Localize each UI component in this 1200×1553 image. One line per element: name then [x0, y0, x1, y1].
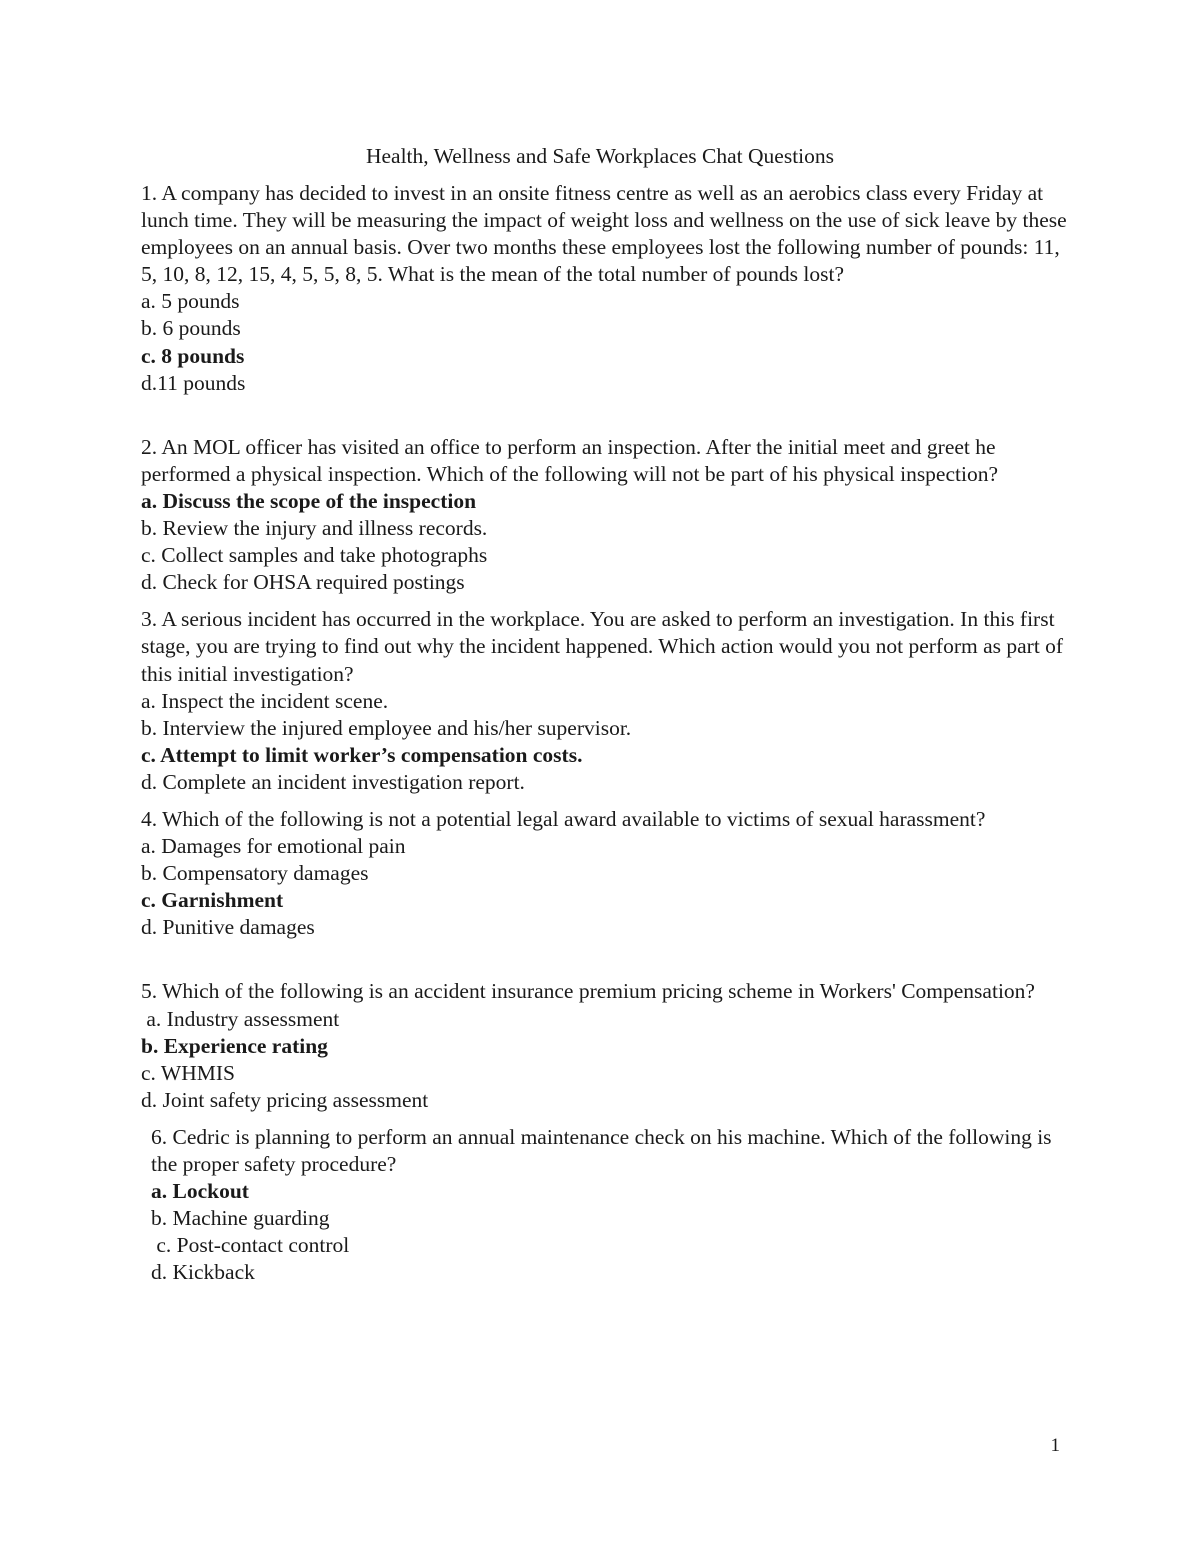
correct-answer-option: b. Experience rating: [141, 1033, 328, 1058]
answer-option: c. Post-contact control: [151, 1233, 350, 1258]
correct-answer-option: a. Discuss the scope of the inspection: [141, 488, 477, 513]
answer-option: d. Complete an incident investigation report.: [141, 769, 525, 794]
question-6: [141, 1124, 1071, 1287]
answer-option: d. Punitive damages: [141, 915, 315, 940]
correct-answer-option: c. Attempt to limit worker’s compensation costs.: [141, 742, 583, 767]
question-1: [141, 180, 1071, 397]
question-list: [141, 180, 1071, 1296]
question-2: [141, 434, 1071, 597]
page-number: 1: [1050, 1435, 1060, 1456]
question-text: 1. A company has decided to invest in an onsite fitness centre as well as an aerobics class every Friday at lunch time. They will be measuring the impact of weight loss and wellness on the use of sick leave by these employees on an annual basis. Over two months these employees lost the following number of pounds: 11, 5, 10, 8, 12, 15, 4, 5, 5, 8, 5. What is the mean of the total number of pounds lost?: [141, 181, 1067, 287]
answer-option: a. Inspect the incident scene.: [141, 688, 389, 713]
answer-option: a. Damages for emotional pain: [141, 834, 406, 859]
answer-option: b. Compensatory damages: [141, 861, 369, 886]
answer-option: d. Kickback: [151, 1260, 255, 1285]
answer-option: a. 5 pounds: [141, 289, 240, 314]
question-text: 4. Which of the following is not a potential legal award available to victims of sexual harassment?: [141, 806, 986, 831]
question-text: 6. Cedric is planning to perform an annual maintenance check on his machine. Which of the following is the proper safety procedure?: [151, 1124, 1052, 1176]
answer-option: d. Check for OHSA required postings: [141, 570, 465, 595]
correct-answer-option: c. 8 pounds: [141, 343, 245, 368]
question-text: 5. Which of the following is an accident insurance premium pricing scheme in Workers' Compensation?: [141, 979, 1035, 1004]
answer-option: c. Collect samples and take photographs: [141, 543, 488, 568]
answer-option: b. Machine guarding: [151, 1206, 330, 1231]
correct-answer-option: a. Lockout: [151, 1179, 249, 1204]
answer-option: d.11 pounds: [141, 370, 246, 395]
answer-option: b. Interview the injured employee and his/her supervisor.: [141, 715, 632, 740]
question-3: [141, 606, 1071, 796]
answer-option: b. 6 pounds: [141, 316, 241, 341]
question-text: 3. A serious incident has occurred in the workplace. You are asked to perform an investigation. In this first stage, you are trying to find out why the incident happened. Which action would you not perform as part of this initial investigation?: [141, 607, 1064, 686]
question-5: [141, 978, 1071, 1113]
correct-answer-option: c. Garnishment: [141, 888, 284, 913]
answer-option: d. Joint safety pricing assessment: [141, 1087, 429, 1112]
question-text: 2. An MOL officer has visited an office to perform an inspection. After the initial meet and greet he performed a physical inspection. Which of the following will not be part of his physical inspection?: [141, 434, 999, 486]
answer-option: a. Industry assessment: [141, 1006, 340, 1031]
answer-option: c. WHMIS: [141, 1060, 235, 1085]
document-title: Health, Wellness and Safe Workplaces Chat Questions: [365, 144, 835, 168]
answer-option: b. Review the injury and illness records.: [141, 516, 488, 541]
question-4: [141, 806, 1071, 941]
